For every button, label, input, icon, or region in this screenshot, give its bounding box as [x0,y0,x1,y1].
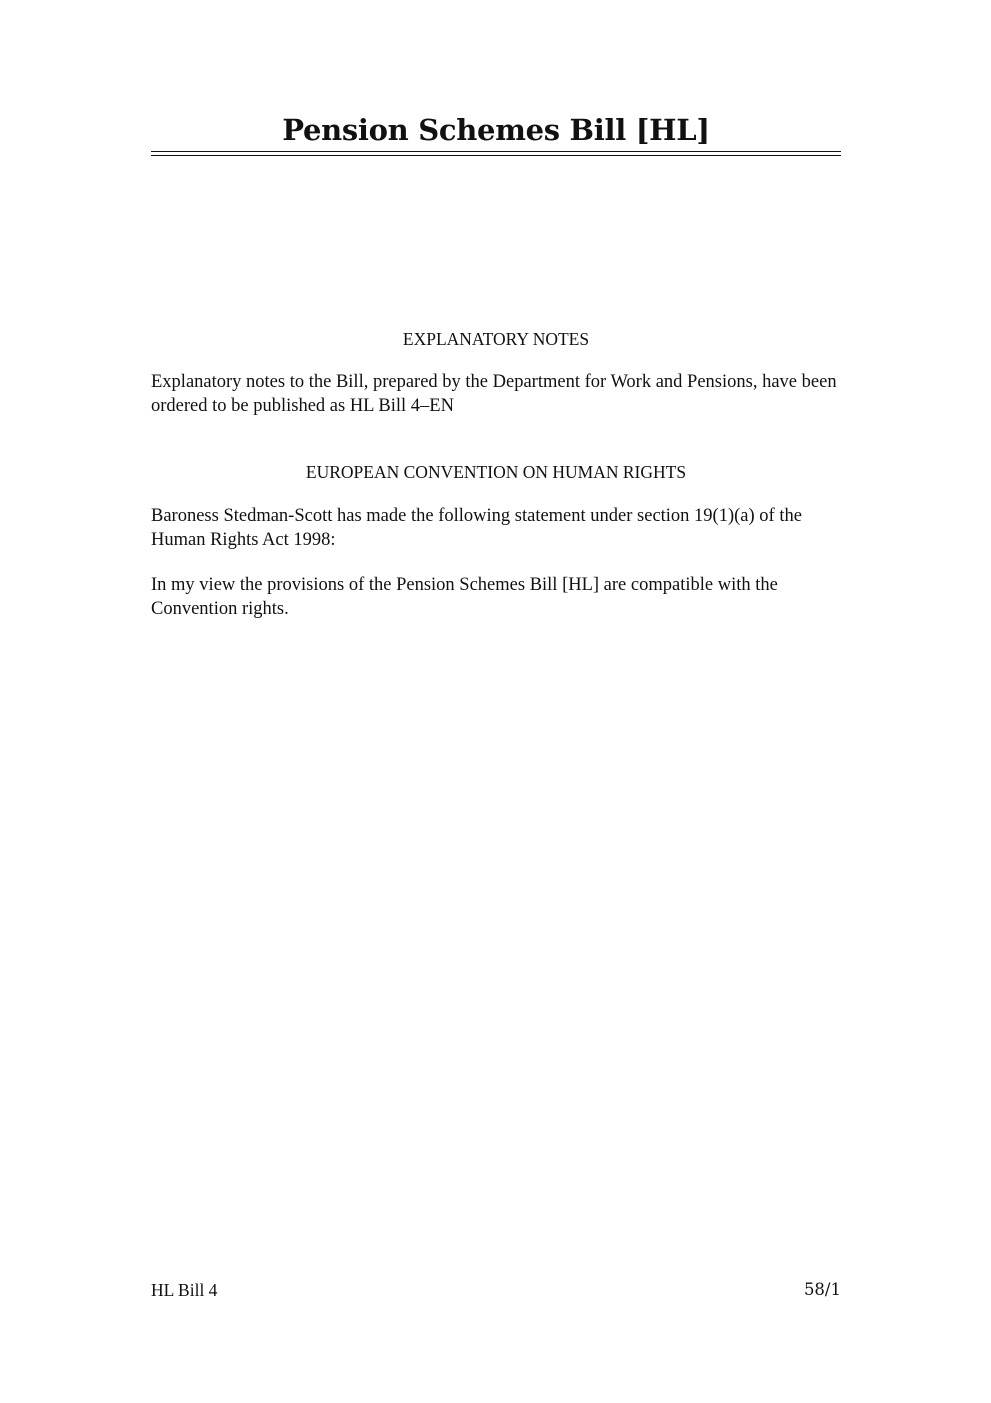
section-heading-explanatory-notes: EXPLANATORY NOTES [402,329,590,349]
footer-bill-reference: HL Bill 4 [151,1280,218,1300]
explanatory-notes-paragraph: Explanatory notes to the Bill, prepared by the Department for Work and Pensions, have been ordered to be published as HL Bill 4–EN [151,372,837,416]
title-underline-top [151,151,841,152]
title-underline-bottom [151,155,841,156]
section-heading-echr: EUROPEAN CONVENTION ON HUMAN RIGHTS [305,462,687,482]
echr-statement-paragraph: Baroness Stedman-Scott has made the following statement under section 19(1)(a) of the Human Rights Act 1998: [151,506,802,550]
compatibility-statement-paragraph: In my view the provisions of the Pension Schemes Bill [HL] are compatible with the Convention rights. [151,575,778,619]
document-title: Pension Schemes Bill [HL] [282,113,710,147]
footer-page-code: 58/1 [803,1280,841,1299]
